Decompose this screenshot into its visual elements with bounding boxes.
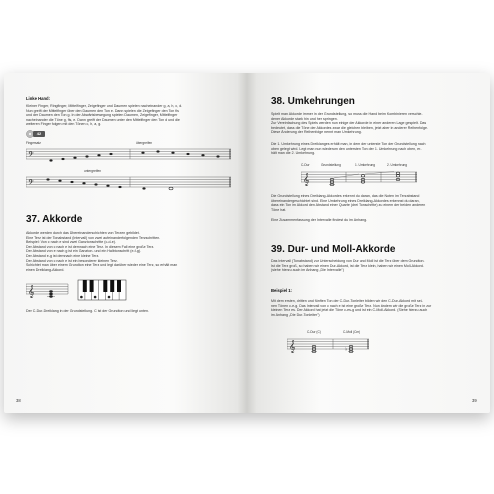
right-page (247, 73, 490, 413)
text-line: Diese Änderung der Reihenfolge nennt man Umkehrung. (271, 130, 362, 135)
text-line: im Anhang „Die Dur-Tonleiter") (271, 312, 320, 317)
chord-label: 1. Umkehrung (355, 163, 376, 167)
text-line: Das Intervall (Tonabstand) zur Unterscheidung von Dur und Moll ist die Terz über dem Grundton. (271, 259, 425, 263)
chord-label: C-Dur (301, 163, 310, 167)
section-heading: 39. Dur- und Moll-Akkorde (271, 244, 396, 255)
text-line: Der Abstand e-g ist demnach eine kleine Terz. (26, 253, 100, 258)
text-line: einen Dreiklang-Akkord. (26, 267, 65, 272)
intervalle-note: Eine Zusammenfassung der Intervalle findest du im Anhang. (271, 218, 368, 222)
chord-example (26, 278, 136, 306)
text-line: oben gelegt wird. Legt man nun wiederum den untersten Ton der 1. Umkehrung nach oben, er- (271, 146, 422, 151)
svg-text:𝄞: 𝄞 (289, 340, 296, 353)
section-heading: 38. Umkehrungen (271, 96, 355, 107)
text-line: nacheinander die Töne g, fis, e. Dann greift der Daumen unter den Mittelfinger den Ton d und die (26, 117, 180, 122)
text-line: Akkorde werden durch das Übereinanderschichten von Terzen gebildet. (26, 231, 140, 235)
text-line: und der Daumen den Ton g. In der Abwärtsbewegung spielen Daumen, Zeigefinger, Mittelfinger (26, 113, 178, 118)
umkehrungen-text (271, 112, 477, 135)
section-heading: 37. Akkorde (26, 214, 83, 225)
track-number: 42 (36, 131, 42, 136)
text-line: hält man die 2. Umkehrung. (271, 151, 316, 156)
left-page (4, 73, 247, 413)
svg-text:𝄞: 𝄞 (28, 285, 35, 298)
open-book (4, 73, 490, 413)
beispiel-text (271, 299, 477, 317)
text-line: bedeutet, dass die Töne der Akkordes zwar die gleichen bleiben, jetzt aber in anderer Reihenfolge. (271, 125, 428, 130)
page-number: 38 (16, 398, 21, 403)
text-line: Der Abstand von e nach g ist ein Ganzton- und ein Halbtonschritt (e-f-g). (26, 249, 142, 254)
chord-label: 2. Umkehrung (387, 163, 408, 167)
text-line: Beispiel: Von c nach e sind zwei Ganztonschritte (c-d-e). (26, 240, 116, 245)
text-line: Der Abstand von c nach e ist ein besonderer kleinen Terz. (26, 258, 118, 263)
text-line: Mit dem ersten, dritten und fünften Ton der C-Dur-Tonleiter bilden wir den C-Dur-Akkord mit sei- (271, 299, 423, 303)
text-line: Der Abstand von c nach e ist demnach eine Terz. In diesem Fall eine große Terz. (26, 244, 155, 249)
text-line: Die 1. Umkehrung eines Dreiklanges erhält man, in dem der unterste Ton der Grundstellung nach (271, 142, 426, 146)
text-line: übereinandergeschichtet sind. Eine Umkehrung eines Dreiklang-Akkordes erkennst du daran, (271, 198, 420, 203)
example-title: Beispiel 1: (271, 288, 292, 293)
text-line: Eine Terz ist der Tonabstand (Intervall) von zwei aufeinanderfolgenden Terzschritten. (26, 235, 161, 240)
svg-text:𝄢: 𝄢 (28, 179, 34, 189)
svg-text:𝄞: 𝄞 (303, 173, 310, 186)
svg-text:𝄢: 𝄢 (28, 151, 34, 161)
inversion-staff (301, 167, 417, 189)
untergreifen-label: untergreifen (84, 169, 102, 173)
text-line: nen Tönen c-e-g. Das Intervall von c nach e ist eine große Terz. Nun ändern wir die große Terz in zur (271, 303, 432, 308)
text-line: Kleiner Finger, Ringfinger, Mittelfinger, Zeigefinger und Daumen spielen nacheinander g, a, h, c, d. (26, 104, 183, 108)
text-line: Ist die Terz groß, so haben wir einen Dur-Akkord, ist die Terz klein, haben wir einen Moll-Akkord. (271, 263, 424, 268)
dur-moll-text (271, 259, 477, 273)
chord-label: C-Moll (Cm) (343, 330, 361, 334)
page-number: 39 (472, 398, 477, 403)
svg-text:♭: ♭ (345, 346, 348, 353)
uebergreifen-label: übergreifen (136, 141, 153, 145)
fingersatz-label: Fingersatz (26, 141, 41, 145)
text-line: (siehe hierzu auch im Anhang „Die Intervalle") (271, 268, 344, 273)
left-hand-title: Linke Hand: (26, 96, 50, 101)
text-line: Zur Vereinfachung des Spiels werden nun einige der Akkorde in einer anderen Lage gespielt. Das (271, 121, 427, 126)
text-line: Spielt man Akkorde immer in der Grundstellung, so muss die Hand beim Kombinieren verschie- (271, 112, 423, 116)
dur-moll-staff (287, 334, 369, 356)
music-staff (26, 145, 231, 165)
text-line: Schichtet man über einem Grundton eine Terz und legt darüber wieder eine Terz, so erhält man (26, 263, 178, 268)
text-line: kleinen Terz es. Der Akkord hat jetzt die Töne c-es-g und ist ein C-Moll-Akkord. (Siehe hierzu auch (271, 308, 428, 313)
akkorde-text (26, 231, 231, 272)
chord-label: C-Dur (C) (307, 330, 321, 334)
text-line: dass ein Ton im Akkord den Abstand einer Quarte (drei Tonschritte) zu einem der beiden anderen (271, 203, 426, 208)
grundstellung-text (271, 194, 477, 212)
text-line: dener Akkorde stark hin und her springen. (271, 116, 338, 121)
text-line: weiteren Finger folgen mit den Tönen c, h, a, g. (26, 122, 102, 127)
chord-caption: Der C-Dur-Dreiklang in der Grundstellung. C ist der Grundton und liegt unten. (26, 309, 150, 313)
text-line: Nun greift der Mittelfinger über den Daumen den Ton e. Dann spielen die Zeigefinger den Ton fis (26, 108, 179, 113)
chord-label: Grundstellung (321, 163, 341, 167)
text-line: Töne hat. (271, 207, 287, 212)
left-hand-text (26, 104, 231, 127)
music-staff (26, 173, 231, 195)
umkehrungen-text-2 (271, 142, 477, 156)
text-line: Die Grundstellung eines Dreiklang-Akkordes erkennt du daran, das die Noten im Terzabstand (271, 194, 420, 198)
